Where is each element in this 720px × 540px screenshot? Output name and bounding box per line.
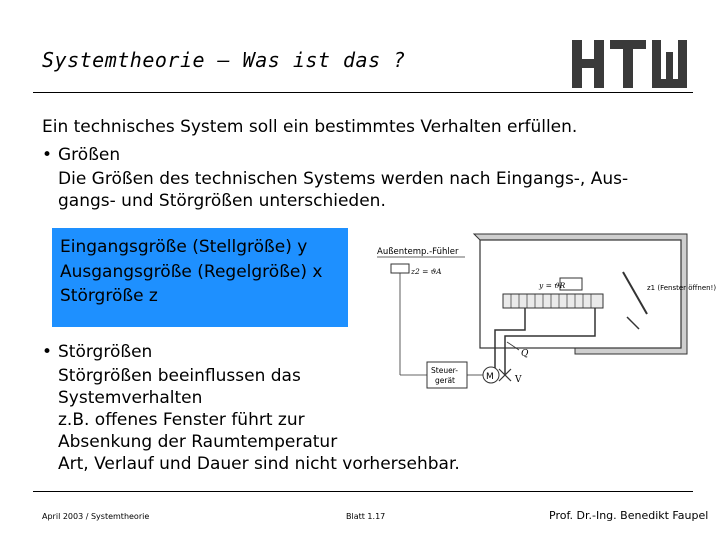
htw-logo bbox=[570, 38, 690, 90]
bullet-symbol: • bbox=[42, 342, 53, 362]
bullet-stoergroessen-description bbox=[58, 365, 460, 475]
text-line: Systemverhalten bbox=[58, 388, 203, 408]
input-variable: Eingangsgröße (Stellgröße) y bbox=[60, 237, 308, 257]
sensor-label: Außentemp.-Fühler bbox=[377, 247, 459, 257]
text-line: Art, Verlauf und Dauer sind nicht vorhersehbar. bbox=[58, 454, 460, 474]
z1-label: z1 (Fenster öffnen!) bbox=[647, 284, 717, 292]
text-line: Absenkung der Raumtemperatur bbox=[58, 432, 338, 452]
bullet-groessen-description bbox=[58, 168, 628, 212]
bullet-stoergroessen bbox=[42, 341, 152, 363]
disturbance-variable: Störgröße z bbox=[60, 286, 158, 306]
title-divider bbox=[33, 92, 693, 93]
controller-label: Steuer- bbox=[431, 366, 458, 375]
footer-author: Prof. Dr.-Ing. Benedikt Faupel bbox=[549, 509, 709, 522]
footer-divider bbox=[33, 491, 693, 492]
output-variable: Ausgangsgröße (Regelgröße) x bbox=[60, 262, 323, 282]
text-line: Störgrößen beeinflussen das bbox=[58, 366, 301, 386]
text-line: Die Größen des technischen Systems werden nach Eingangs-, Aus- bbox=[58, 169, 629, 189]
z2-label: z2 = ϑA bbox=[411, 267, 442, 276]
q-label: Q bbox=[521, 349, 529, 359]
v-label: V bbox=[515, 375, 522, 385]
bullet-groessen bbox=[42, 144, 120, 166]
bullet-heading: Größen bbox=[58, 145, 121, 165]
motor-label: M bbox=[486, 372, 494, 382]
bullet-heading: Störgrößen bbox=[58, 342, 153, 362]
controller-label-2: gerät bbox=[435, 376, 455, 385]
footer-page: Blatt 1.17 bbox=[346, 512, 386, 521]
intro-text: Ein technisches System soll ein bestimmtes Verhalten erfüllen. bbox=[42, 117, 578, 137]
text-line: gangs- und Störgrößen unterschieden. bbox=[58, 191, 386, 211]
bullet-symbol: • bbox=[42, 145, 53, 165]
variables-box bbox=[52, 228, 348, 327]
y-label: y = ϑR bbox=[539, 281, 566, 290]
footer-date: April 2003 / Systemtheorie bbox=[42, 512, 150, 521]
slide-title: Systemtheorie – Was ist das ? bbox=[42, 48, 406, 72]
text-line: z.B. offenes Fenster führt zur bbox=[58, 410, 305, 430]
